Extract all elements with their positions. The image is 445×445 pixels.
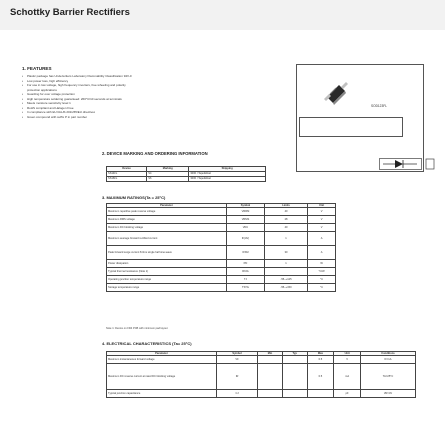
feature-item: • Low power loss, high efficiency — [22, 78, 69, 83]
feature-item: • Green compound with suffix P in part number — [22, 114, 88, 119]
max-ratings-heading: 3. MAXIMUM RATINGS(Ta = 25°C) — [102, 195, 166, 200]
feature-item: • RoHS compliant and Halogen Free — [22, 105, 74, 110]
features-heading: 1. FEATURES — [22, 66, 52, 71]
table-row: Power dissipation PD 1 W — [107, 260, 336, 268]
table-row: Maximum repetitive peak reverse voltage VRRM 40 V — [107, 208, 336, 216]
table-row: Maximum DC reverse current at rated DC blocking voltage IR 0.5 mA TA=25°C — [107, 364, 416, 390]
table-row: Storage temperature range TSTG -55~+150 °C — [107, 284, 336, 292]
feature-item: • For use in low voltage, high frequency inverters, free wheeling and polarity — [22, 83, 126, 87]
package-frame — [299, 117, 403, 137]
table-row: SS16FL S6 3000 / Tape&Reel — [107, 177, 266, 182]
feature-item: • In compliance with EU RoHS 2011/65/EU directives — [22, 110, 96, 114]
max-ratings-table — [106, 203, 336, 292]
feature-item: • High temperature soldering guaranteed: 260°C/10 seconds at terminals — [22, 96, 122, 101]
table-row: Typical junction capacitance CJ pF VR=4V — [107, 390, 416, 398]
package-label: SOD123FL — [371, 104, 387, 108]
table-row: Maximum average forward rectified current IF(AV) 1 A — [107, 232, 336, 246]
feature-item: • Plastic package has Underwriters Laboratory Flammability Classification 94V-0 — [22, 74, 132, 78]
feature-item: • Meets moisture sensitivity level 1 — [22, 101, 71, 105]
table-header-row: Parameter Symbol Min Typ Max Unit Conditions — [107, 352, 416, 356]
feature-item: protection applications — [27, 87, 57, 92]
ordering-table — [106, 166, 266, 182]
table-row: Maximum instantaneous forward voltage VF 0.5 V IF=1A — [107, 356, 416, 364]
package-panel — [296, 64, 424, 172]
diode-package-icon — [321, 79, 351, 109]
feature-item: • Guarding for over voltage protection — [22, 92, 75, 96]
header-bar — [0, 0, 445, 30]
diode-symbol-icon — [379, 158, 435, 170]
table-row: Operating junction temperature range TJ -55~+125 °C — [107, 276, 336, 284]
electrical-heading: 4. ELECTRICAL CHARACTERISTICS (Ta= 25°C) — [102, 341, 192, 346]
electrical-table — [106, 351, 416, 398]
ordering-heading: 2. DEVICE MARKING AND ORDERING INFORMATION — [102, 151, 208, 156]
table-row: Maximum DC blocking voltage VDC 40 V — [107, 224, 336, 232]
table-header-row: Parameter Symbol Limits Unit — [107, 204, 336, 208]
table-header-row: Device Marking Shipping — [107, 167, 266, 172]
document-title: Schottky Barrier Rectifiers — [10, 7, 130, 18]
table-row: SS14FL S4 3000 / Tape&Reel — [107, 172, 266, 177]
max-ratings-note: Note 1: Device on FR4 PCB with minimum pad layout — [106, 327, 168, 330]
table-row: Peak forward surge current 8.3ms single half sine-wave IFSM 30 A — [107, 246, 336, 260]
table-row: Typical thermal resistance (Note 1) RθJA °C/W — [107, 268, 336, 276]
features-list — [22, 74, 192, 119]
table-row: Maximum RMS voltage VRMS 28 V — [107, 216, 336, 224]
